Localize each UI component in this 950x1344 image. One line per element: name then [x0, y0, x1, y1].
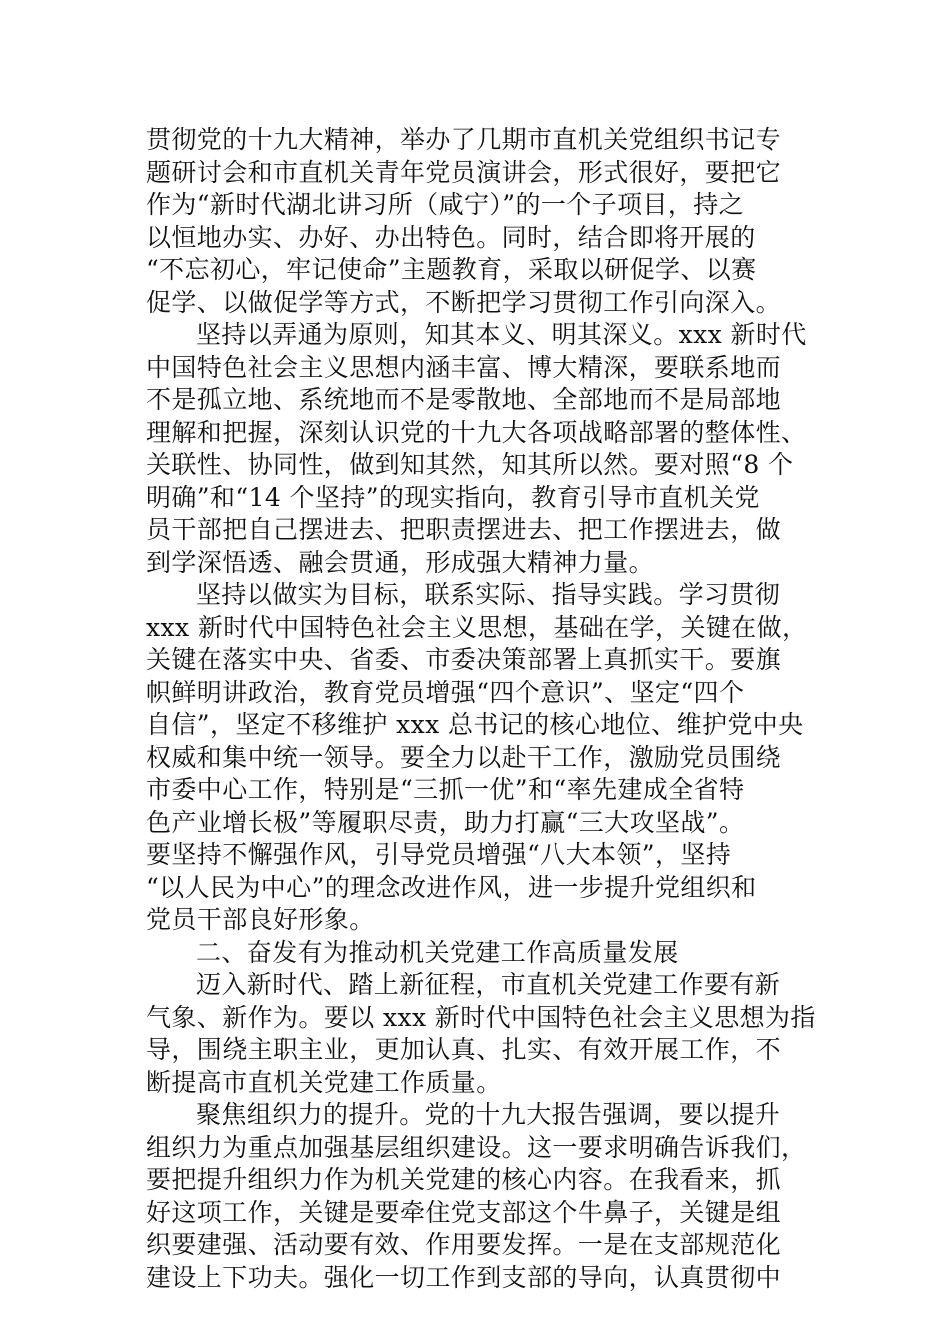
- text-line: 以恒地办实、办好、办出特色。同时，结合即将开展的: [146, 222, 756, 252]
- text-line: 气象、新作为。要以 xxx 新时代中国特色社会主义思想为指: [146, 1002, 816, 1032]
- text-line: 市委中心工作，特别是“三抓一优”和“率先建成全省特: [146, 775, 745, 804]
- text-line: 理解和把握，深刻认识党的十九大各项战略部署的整体性、: [146, 417, 807, 447]
- text-line: 员干部把自己摆进去、把职责摆进去、把工作摆进去，做: [146, 515, 782, 544]
- text-line: 明确”和“14 个坚持”的现实指向，教育引导市直机关党: [146, 482, 760, 512]
- text-line: 贯彻党的十九大精神，举办了几期市直机关党组织书记专: [146, 125, 782, 154]
- text-line: 要坚持不懈强作风，引导党员增强“八大本领”，坚持: [146, 840, 732, 869]
- text-line: 织要建强、活动要有效、作用要发挥。一是在支部规范化: [146, 1230, 782, 1259]
- text-line: 迈入新时代、踏上新征程，市直机关党建工作要有新: [196, 970, 781, 999]
- text-line: “不忘初心，牢记使命”主题教育，采取以研促学、以赛: [146, 255, 757, 284]
- text-line: 坚持以做实为目标，联系实际、指导实践。学习贯彻: [196, 580, 781, 609]
- text-line: 关键在落实中央、省委、市委决策部署上真抓实干。要旗: [146, 645, 782, 674]
- text-line: 中国特色社会主义思想内涵丰富、博大精深，要联系地而: [146, 352, 782, 382]
- paragraph-p5: [146, 969, 816, 1099]
- paragraph-p1: [146, 124, 806, 319]
- text-line: 坚持以弄通为原则，知其本义、明其深义。xxx 新时代: [196, 320, 807, 349]
- document-body: [146, 124, 816, 1294]
- text-line: xxx 新时代中国特色社会主义思想，基础在学，关键在做，: [146, 612, 808, 642]
- text-line: 促学、以做促学等方式，不断把学习贯彻工作引向深入。: [146, 287, 782, 317]
- paragraph-p3: [146, 579, 806, 937]
- text-line: 建设上下功夫。强化一切工作到支部的导向，认真贯彻中: [146, 1262, 782, 1292]
- paragraph-p4: [146, 937, 806, 970]
- text-line: 导，围绕主职主业，更加认真、扎实、有效开展工作，不: [146, 1035, 782, 1064]
- paragraph-p2: [146, 319, 806, 579]
- text-line: 党员干部良好形象。: [146, 905, 375, 934]
- text-line: 自信”，坚定不移维护 xxx 总书记的核心地位、维护党中央: [146, 710, 804, 739]
- text-line: 好这项工作，关键是要牵住党支部这个牛鼻子，关键是组: [146, 1197, 782, 1227]
- text-line: 组织力为重点加强基层组织建设。这一要求明确告诉我们，: [146, 1132, 807, 1162]
- text-line: 权威和集中统一领导。要全力以赴干工作，激励党员围绕: [146, 742, 782, 772]
- text-line: 到学深悟透、融会贯通，形成强大精神力量。: [146, 547, 655, 577]
- text-line: 要把提升组织力作为机关党建的核心内容。在我看来，抓: [146, 1165, 782, 1194]
- text-line: 聚焦组织力的提升。党的十九大报告强调，要以提升: [196, 1100, 781, 1129]
- text-line: 二、奋发有为推动机关党建工作高质量发展: [196, 937, 679, 967]
- text-line: 色产业增长极”等履职尽责，助力打赢“三大攻坚战”。: [146, 807, 745, 837]
- text-line: 关联性、协同性，做到知其然，知其所以然。要对照“8 个: [146, 450, 794, 479]
- text-line: 题研讨会和市直机关青年党员演讲会，形式很好，要把它: [146, 157, 782, 187]
- text-line: 作为“新时代湖北讲习所（咸宁）”的一个子项目，持之: [146, 190, 745, 219]
- text-line: 帜鲜明讲政治，教育党员增强“四个意识”、坚定“四个: [146, 677, 745, 707]
- text-line: “以人民为中心”的理念改进作风，进一步提升党组织和: [146, 872, 757, 902]
- paragraph-p6: [146, 1099, 806, 1294]
- text-line: 不是孤立地、系统地而不是零散地、全部地而不是局部地: [146, 385, 782, 414]
- text-line: 断提高市直机关党建工作质量。: [146, 1067, 502, 1097]
